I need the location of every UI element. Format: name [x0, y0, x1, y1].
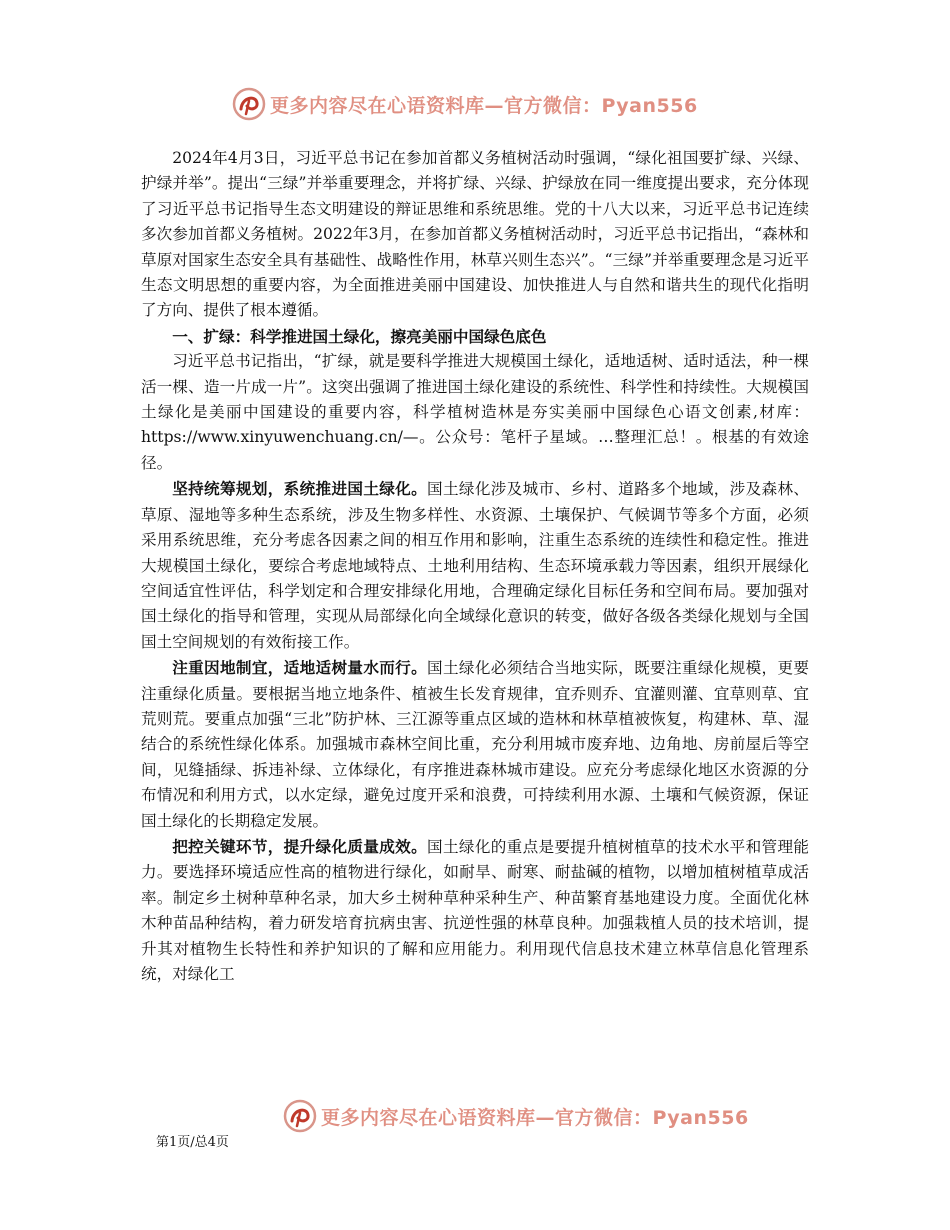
paragraph-text: 国土绿化涉及城市、乡村、道路多个地域，涉及森林、草原、湿地等多种生态系统，涉及生物多样性、水资源、土壤保护、气候调节等多个方面，必须采用系统思维，充分考虑各因素之间的相互作用和影响，注重生态系统的连续性和稳定性。推进大规模国土绿化，要综合考虑地域特点、土地利用结构、生态环境承载力等因素，组织开展绿化空间适宜性评估，科学划定和合理安排绿化用地，合理确定绿化目标任务和空间布局。要加强对国土绿化的指导和管理，实现从局部绿化向全域绿化意识的转变，做好各级各类绿化规划与全国国土空间规划的有效衔接工作。	[141, 480, 809, 651]
paragraph-text: 国土绿化必须结合当地实际，既要注重绿化规模，更要注重绿化质量。要根据当地立地条件、植被生长发育规律，宜乔则乔、宜灌则灌、宜草则草、宜荒则荒。要重点加强“三北”防护林、三江源等重点区域的造林和林草植被恢复，构建林、草、湿结合的系统性绿化体系。加强城市森林空间比重，充分利用城市废弃地、边角地、房前屋后等空间，见缝插绿、拆违补绿、立体绿化，有序推进森林城市建设。应充分考虑绿化地区水资源的分布情况和利用方式，以水定绿，避免过度开采和浪费，可持续利用水源、土壤和气候资源，保证国土绿化的长期稳定发展。	[141, 659, 809, 830]
article-body	[141, 146, 809, 987]
paragraph-lead: 坚持统筹规划，系统推进国土绿化。	[172, 479, 428, 499]
banner-text: 更多内容尽在心语资料库—官方微信：Pyan556	[270, 94, 698, 117]
paragraph-expand-green: 习近平总书记指出，“扩绿，就是要科学推进大规模国土绿化，适地适树、适时适法，种一棵活一棵、造一片成一片”。这突出强调了推进国土绿化建设的系统性、科学性和持续性。大规模国土绿化是美丽中国建设的重要内容，科学植树造林是夯实美丽中国绿色心语文创素,材库：https://www.xinyuwenchuang.cn/—。公众号：笔杆子星域。…整理汇总！。根基的有效途径。	[141, 352, 809, 472]
paragraph-planning	[141, 476, 809, 655]
paragraph-lead: 注重因地制宜，适地适树量水而行。	[172, 658, 428, 678]
intro-paragraph: 2024年4月3日，习近平总书记在参加首都义务植树活动时强调，“绿化祖国要扩绿、兴绿、护绿并举”。提出“三绿”并举重要理念，并将扩绿、兴绿、护绿放在同一维度提出要求，充分体现了习近平总书记指导生态文明建设的辩证思维和系统思维。党的十八大以来，习近平总书记连续多次参加首都义务植树。2022年3月，在参加首都义务植树活动时，习近平总书记指出，“森林和草原对国家生态安全具有基础性、战略性作用，林草兴则生态兴”。“三绿”并举重要理念是习近平生态文明思想的重要内容，为全面推进美丽中国建设、加快推进人与自然和谐共生的现代化指明了方向、提供了根本遵循。	[141, 149, 809, 320]
bottom-watermark-banner	[283, 1096, 749, 1136]
paragraph-quality	[141, 834, 809, 987]
banner-text: 更多内容尽在心语资料库—官方微信：Pyan556	[321, 1106, 749, 1129]
paragraph-local-conditions	[141, 655, 809, 834]
swirl-logo-icon	[283, 1099, 317, 1133]
section-heading: 一、扩绿：科学推进国土绿化，擦亮美丽中国绿色底色	[172, 326, 547, 346]
page-number: 第1页/总4页	[156, 1135, 229, 1150]
swirl-logo-icon	[232, 87, 266, 121]
paragraph-text: 国土绿化的重点是要提升植树植草的技术水平和管理能力。要选择环境适应性高的植物进行绿化，如耐旱、耐寒、耐盐碱的植物，以增加植树植草成活率。制定乡土树种草种名录，加大乡土树种草种采种生产、种苗繁育基地建设力度。全面优化林木种苗品种结构，着力研发培育抗病虫害、抗逆性强的林草良种。加强栽植人员的技术培训，提升其对植物生长特性和养护知识的了解和应用能力。利用现代信息技术建立林草信息化管理系统，对绿化工	[141, 837, 809, 983]
paragraph-lead: 把控关键环节，提升绿化质量成效。	[172, 836, 428, 856]
top-watermark-banner	[232, 84, 698, 124]
